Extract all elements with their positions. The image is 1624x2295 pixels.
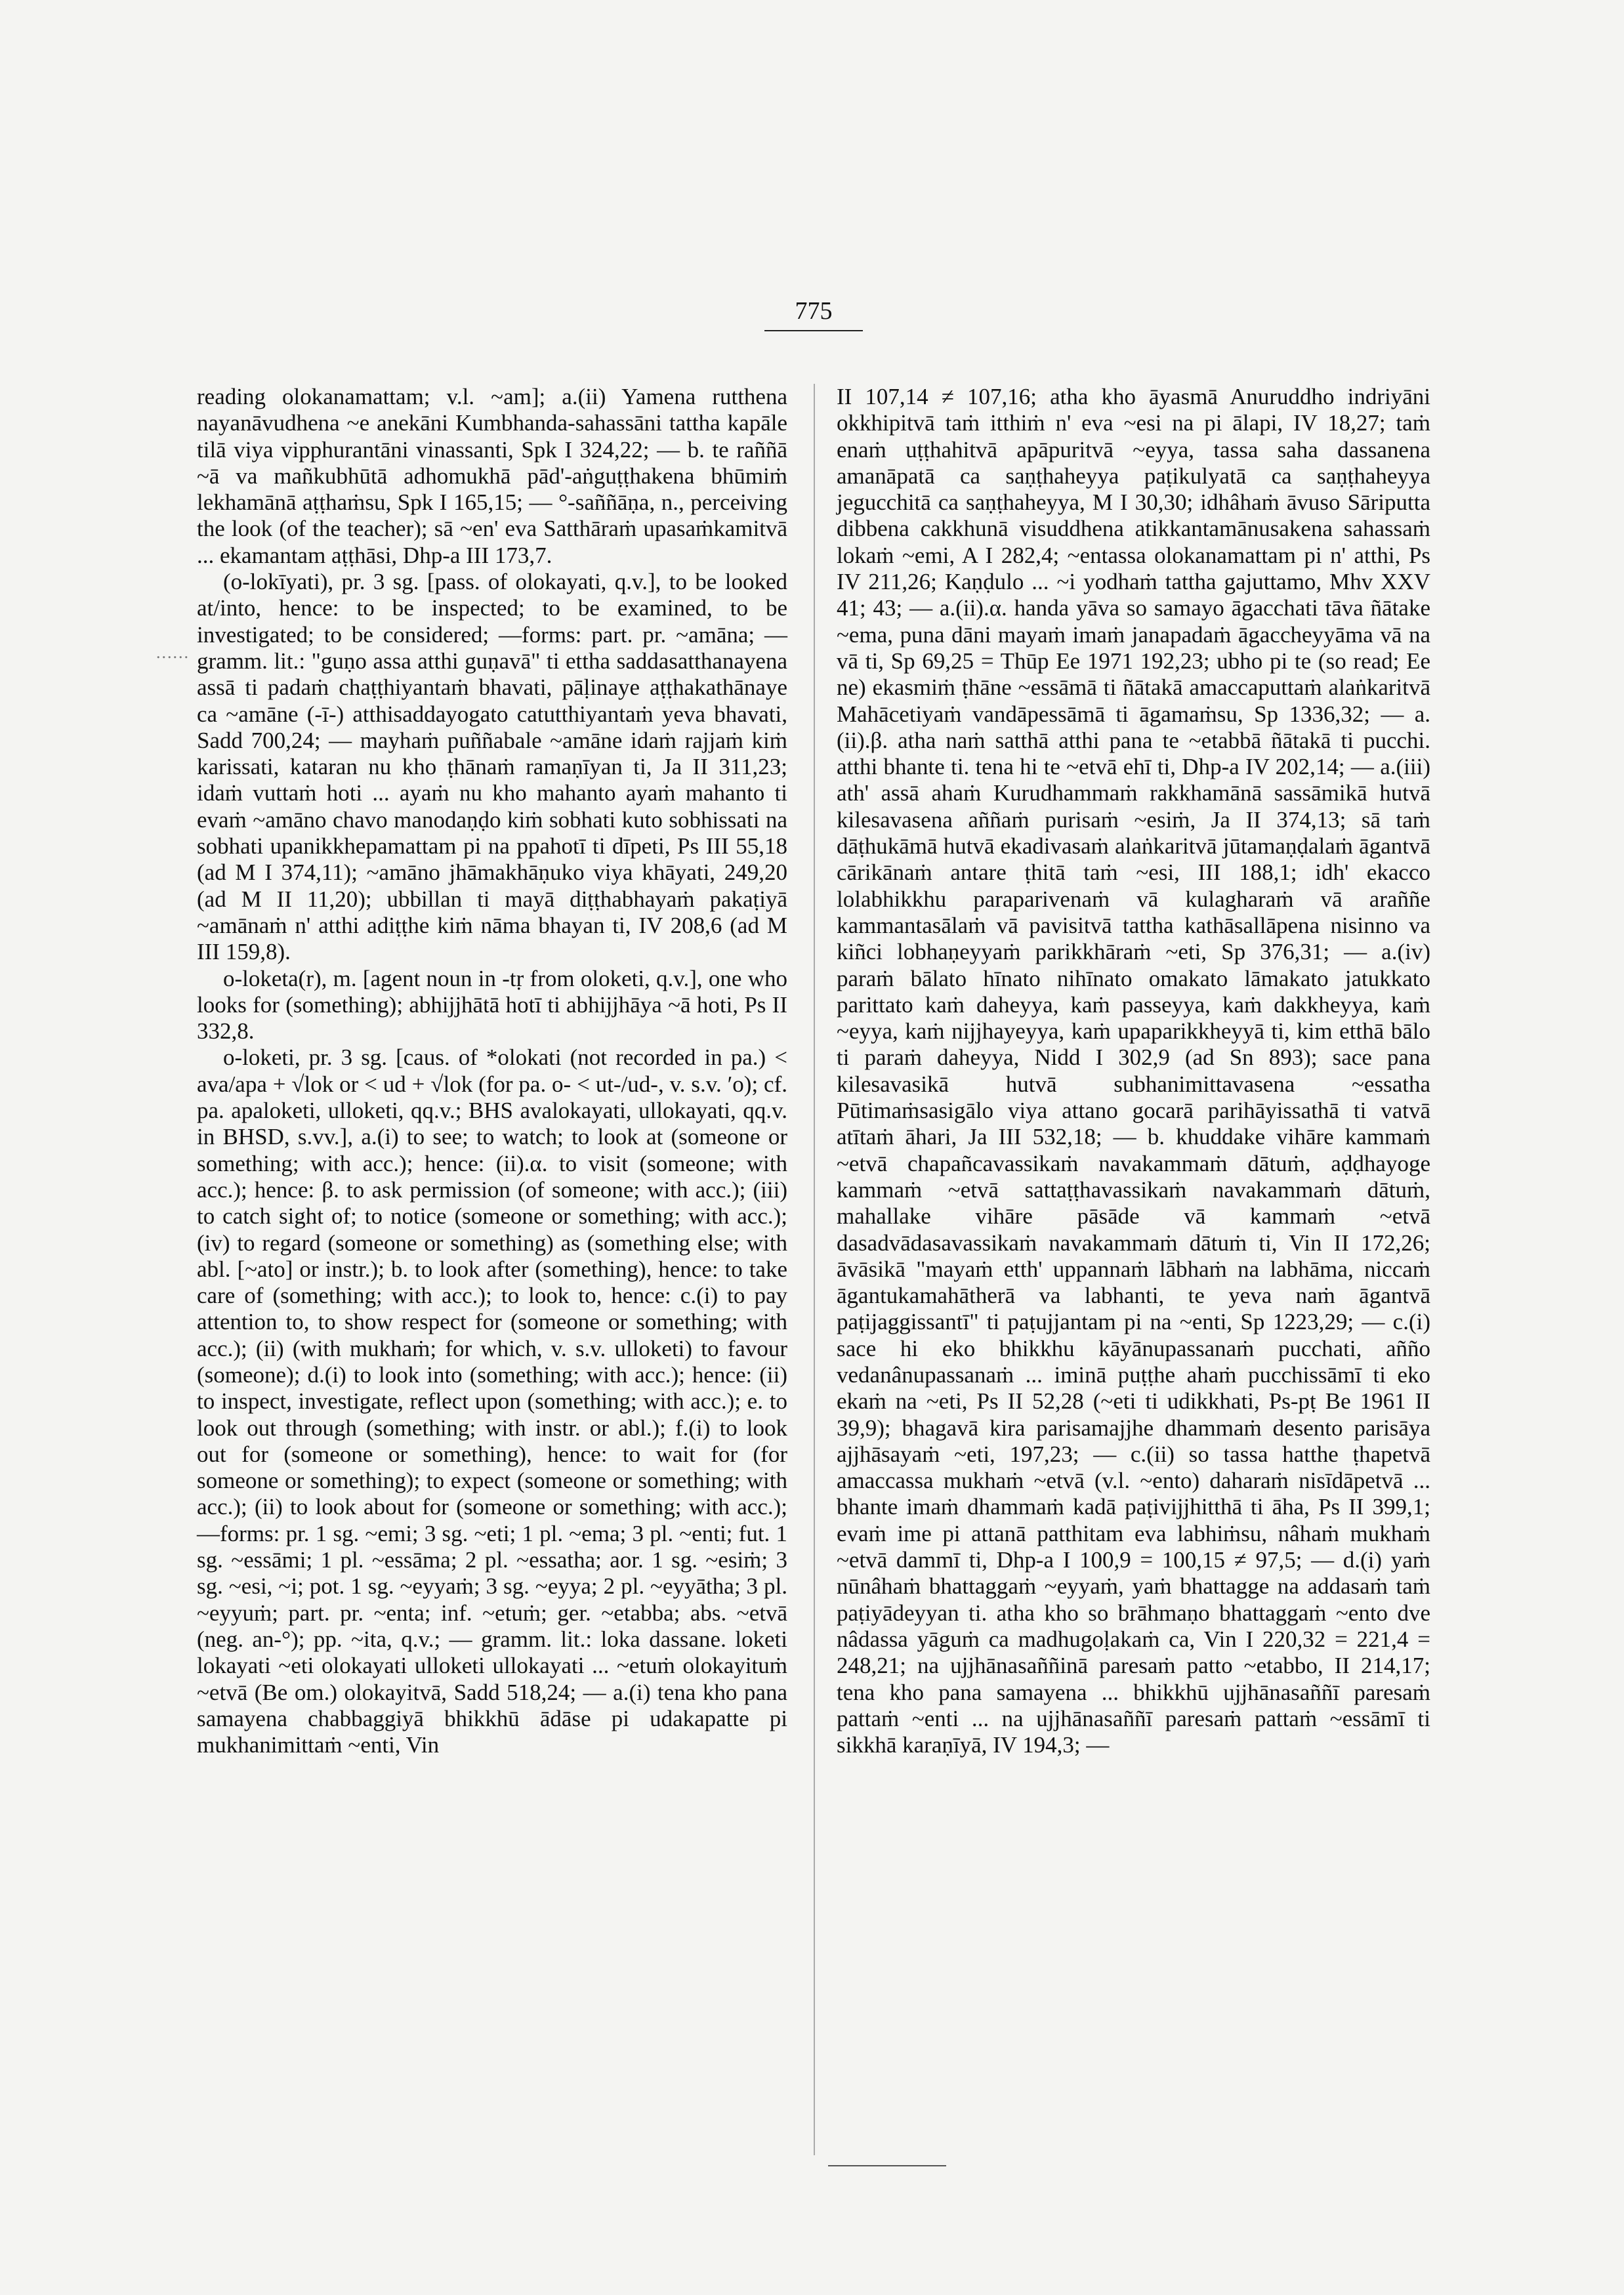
entry-continuation: reading olokanamattam; v.l. ~am]; a.(ii) Yamena rutthena nayanāvudhena ~e anekāni Kumbhanda-sahassāni tattha kapāle tilā viya vipphurantāni vinassanti, Spk I 324,22; — b. te raññā ~ā va mañkubhūtā adhomukhā pād'-aṅguṭṭhakena bhūmiṁ lekhamānā aṭṭhaṁsu, Spk I 165,15; — °-saññāṇa, n., perceiving the look (of the teacher); sā ~en' eva Satthāraṁ upasaṁkamitvā ... ekamantam aṭṭhāsi, Dhp-a III 173,7.	[197, 384, 787, 568]
entry-o-loketi: o-loketi, pr. 3 sg. [caus. of *olokati (not recorded in pa.) < ava/apa + √lok or < ud + √lok (for pa. o- < ut-/ud-, v. s.v. ʹo); cf. pa. apaloketi, ulloketi, qq.v.; BHS avalokayati, ullokayati, qq.v. in BHSD, s.vv.], a.(i) to see; to watch; to look at (someone or something; with acc.); hence: (ii).α. to visit (someone; with acc.); hence: β. to ask permission (of someone; with acc.); (iii) to catch sight of; to notice (someone or something; with acc.); (iv) to regard (someone or something) as (something else; with abl. [~ato] or instr.); b. to look after (something), hence: to take care of (something; with acc.); to look to, hence: c.(i) to pay attention to, to show respect for (someone or something; with acc.); (ii) (with mukhaṁ; for which, v. s.v. ulloketi) to favour (someone); d.(i) to look into (something; with acc.); hence: (ii) to inspect, investigate, reflect upon (something; with acc.); e. to look out through (something; with instr. or abl.); f.(i) to look out for (someone or something), hence: to wait for (for someone or something); to expect (someone or something; with acc.); (ii) to look about for (someone or something; with acc.); —forms: pr. 1 sg. ~emi; 3 sg. ~eti; 1 pl. ~ema; 3 pl. ~enti; fut. 1 sg. ~essāmi; 1 pl. ~essāma; 2 pl. ~essatha; aor. 1 sg. ~esiṁ; 3 sg. ~esi, ~i; pot. 1 sg. ~eyyaṁ; 3 sg. ~eyya; 2 pl. ~eyyātha; 3 pl. ~eyyuṁ; part. pr. ~enta; inf. ~etuṁ; ger. ~etabba; abs. ~etvā (neg. an-°); pp. ~ita, q.v.; — gramm. lit.: loka dassane. loketi lokayati ~eti olokayati ulloketi ullokayati ... ~etuṁ olokayituṁ ~etvā (Be om.) olokayitvā, Sadd 518,24; — a.(i) tena kho pana samayena chabbaggiyā bhikkhū ādāse pi udakapatte pi mukhanimittaṁ ~enti, Vin	[197, 1044, 787, 1758]
footer-rule	[828, 2165, 946, 2166]
entry-o-loketar: o-loketa(r), m. [agent noun in -tṛ from oloketi, q.v.], one who looks for (something); abhijjhātā hotī ti abhijjhāya ~ā hoti, Ps II 332,8.	[197, 965, 787, 1044]
column-divider	[814, 384, 815, 2155]
left-column	[197, 384, 787, 1758]
page-number: 775	[795, 297, 833, 325]
margin-mark: ......	[156, 643, 190, 662]
right-column	[837, 384, 1430, 1758]
page-number-rule	[764, 330, 863, 331]
entry-o-loketi-continued: II 107,14 ≠ 107,16; atha kho āyasmā Anuruddho indriyāni okkhipitvā taṁ itthiṁ n' eva ~esi na pi ālapi, IV 18,27; taṁ enaṁ uṭṭhahitvā apāpuritvā ~eyya, tassa saha dassanena amanāpatā ca saṇṭhaheyya paṭikulyatā ca saṇṭhaheyya jegucchitā ca saṇṭhaheyya, M I 30,30; idhâhaṁ āvuso Sāriputta dibbena cakkhunā visuddhena atikkantamānusakena sahassaṁ lokaṁ ~emi, A I 282,4; ~entassa olokanamattam pi n' atthi, Ps IV 211,26; Kaṇḍulo ... ~i yodhaṁ tattha gajuttamo, Mhv XXV 41; 43; — a.(ii).α. handa yāva so samayo āgacchati tāva ñātake ~ema, puna dāni mayaṁ imaṁ janapadaṁ āgaccheyyāma vā na vā ti, Sp 69,25 = Thūp Ee 1971 192,23; ubho pi te (so read; Ee ne) ekasmiṁ ṭhāne ~essāmā ti ñātakā amaccaputtaṁ alaṅkaritvā Mahācetiyaṁ vandāpessāmā ti āgamaṁsu, Sp 1336,32; — a.(ii).β. atha naṁ satthā atthi pana te ~etabbā ñātakā ti pucchi. atthi bhante ti. tena hi te ~etvā ehī ti, Dhp-a IV 202,14; — a.(iii) ath' assā ahaṁ Kurudhammaṁ rakkhamānā sassāmikā hutvā kilesavasena aññaṁ purisaṁ ~esiṁ, Ja II 374,13; sā taṁ dāṭhukāmā hutvā ekadivasaṁ alaṅkaritvā jūtamaṇḍalaṁ āgantvā cārikānaṁ antare ṭhitā taṁ ~esi, III 188,1; idh' ekacco lolabhikkhu paraparivenaṁ vā kulagharaṁ vā araññe kammantasālaṁ vā pavisitvā tattha kathāsallāpena nisinno va kiñci lobhaṇeyyaṁ parikkhāraṁ ~eti, Sp 376,31; — a.(iv) paraṁ bālato hīnato nihīnato omakato lāmakato jatukkato parittato kaṁ daheyya, kaṁ passeyya, kaṁ dakkheyya, kaṁ ~eyya, kaṁ nijjhayeyya, kaṁ upaparikkheyyā ti, kim etthā bālo ti paraṁ daheyya, Nidd I 302,9 (ad Sn 893); sace pana kilesavasikā hutvā subhanimittavasena ~essatha Pūtimaṁsasigālo viya attano gocarā parihāyissathā ti vatvā atītaṁ āhari, Ja III 532,18; — b. khuddake vihāre kammaṁ ~etvā chapañcavassikaṁ navakammaṁ dātuṁ, aḍḍhayoge kammaṁ ~etvā sattaṭṭhavassikaṁ navakammaṁ dātuṁ, mahallake vihāre pāsāde vā kammaṁ ~etvā dasadvādasavassikaṁ navakammaṁ dātuṁ ti, Vin II 172,26; āvāsikā "mayaṁ etth' uppannaṁ lābhaṁ na labhāma, niccaṁ āgantukamahātherā va labhanti, te yeva naṁ āgantvā paṭijaggissantī" ti paṭujjantam pi na ~enti, Sp 1223,29; — c.(i) sace hi eko bhikkhu kāyānupassanaṁ pucchati, añño vedanânupassanaṁ ... iminā puṭṭhe ahaṁ pucchissāmī ti eko ekaṁ na ~eti, Ps II 52,28 (~eti ti udikkhati, Ps-pṭ Be 1961 II 39,9); bhagavā kira parisamajjhe dhammaṁ desento parisāya ajjhāsayaṁ ~eti, 197,23; — c.(ii) so tassa hatthe ṭhapetvā amaccassa mukhaṁ ~etvā (v.l. ~ento) daharaṁ nisīdāpetvā ... bhante imaṁ dhammaṁ kadā paṭivijjhitthā ti āha, Ps II 399,1; evaṁ ime pi attanā patthitam eva labhiṁsu, nâhaṁ mukhaṁ ~etvā dammī ti, Dhp-a I 100,9 = 100,15 ≠ 97,5; — d.(i) yaṁ nūnâhaṁ bhattaggaṁ ~eyyaṁ, yaṁ bhattagge na addasaṁ taṁ paṭiyādeyyan ti. atha kho so brāhmaṇo bhattaggaṁ ~ento dve nâdassa yāguṁ ca madhugoḷakaṁ ca, Vin I 220,32 = 221,4 = 248,21; na ujjhānasaññinā paresaṁ patto ~etabbo, II 214,17; tena kho pana samayena ... bhikkhū ujjhānasaññī paresaṁ pattaṁ ~enti ... na ujjhānasaññī paresaṁ pattaṁ ~essāmī ti sikkhā karaṇīyā, IV 194,3; —	[837, 384, 1430, 1758]
entry-o-lokiyati: (o-lokīyati), pr. 3 sg. [pass. of olokayati, q.v.], to be looked at/into, hence: to be inspected; to be examined, to be investigated; to be considered; —forms: part. pr. ~amāna; — gramm. lit.: "guṇo assa atthi guṇavā" ti ettha saddasatthanayena assā ti padaṁ chaṭṭhiyantaṁ bhavati, pāḷinaye aṭṭhakathānaye ca ~amāne (-ī-) atthisaddayogato catutthiyantaṁ yeva bhavati, Sadd 700,24; — mayhaṁ puññabale ~amāne idaṁ rajjaṁ kiṁ karissati, kataran nu kho ṭhānaṁ ramaṇīyan ti, Ja II 311,23; idaṁ vuttaṁ hoti ... ayaṁ nu kho mahanto ayaṁ mahanto ti evaṁ ~amāno chavo manodaṇḍo kiṁ sobhati kuto sobhissati na sobhati upanikkhepamattam pi na ppahotī ti dīpeti, Ps III 55,18 (ad M I 374,11); ~amāno jhāmakhāṇuko viya khāyati, 249,20 (ad M II 11,20); ubbillan ti mayā diṭṭhabhayaṁ pakaṭiyā ~amānaṁ n' atthi adiṭṭhe kiṁ nāma bhayan ti, IV 208,6 (ad M III 159,8).	[197, 569, 787, 965]
